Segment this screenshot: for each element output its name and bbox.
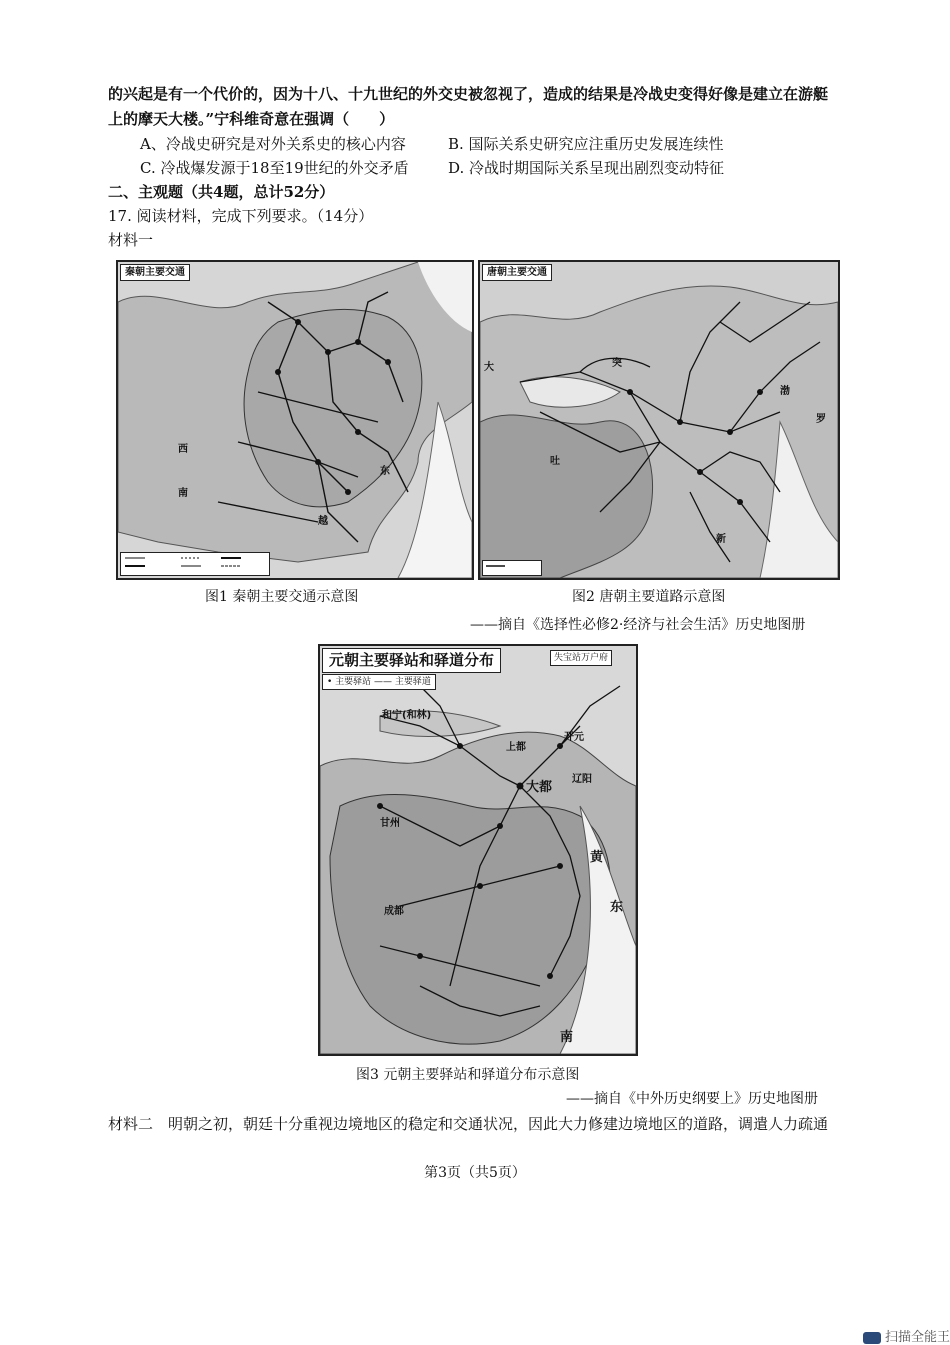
tang-place-3: 大	[484, 362, 494, 373]
qin-legend-lines	[121, 553, 269, 575]
scanner-watermark-text: 扫描全能王	[884, 1330, 950, 1345]
yuan-place-dong: 东	[610, 900, 624, 915]
qin-map-legend	[120, 552, 270, 576]
yuan-map	[318, 644, 638, 1056]
tang-map-title: 唐朝主要交通	[482, 264, 552, 281]
yuan-place-dadu: 大都	[526, 780, 553, 795]
yuan-place-ganzhou: 甘州	[380, 818, 400, 829]
qin-map-caption: 图1 秦朝主要交通示意图	[205, 589, 359, 605]
yuan-map-title: 元朝主要驿站和驿道分布	[322, 648, 501, 673]
tang-map-caption: 图2 唐朝主要道路示意图	[572, 589, 726, 605]
q16-stem-line2: 上的摩天大楼。”宁科维奇意在强调（ ）	[108, 110, 395, 128]
qin-map-drawing	[118, 262, 472, 578]
qin-map	[116, 260, 474, 580]
tang-map-drawing	[480, 262, 838, 578]
qin-place-3: 越	[318, 516, 328, 527]
tang-place-2: 吐	[550, 456, 560, 467]
yuan-place-nan: 南	[560, 1030, 574, 1045]
tang-place-1: 突	[612, 358, 622, 369]
q16-option-b: B. 国际关系史研究应注重历史发展连续性	[448, 135, 724, 153]
yuan-place-helin: 和宁(和林)	[382, 710, 432, 721]
yuan-place-liaoyang: 辽阳	[572, 774, 592, 785]
scanner-watermark	[863, 1326, 950, 1345]
q17-stem: 17. 阅读材料，完成下列要求。（14分）	[108, 207, 374, 225]
yuan-map-legend: • 主要驿站 —— 主要驿道	[322, 674, 436, 690]
yuan-map-drawing	[320, 646, 636, 1054]
material1-label: 材料一	[108, 231, 154, 249]
tang-place-5: 渤	[780, 386, 790, 397]
qin-place-1: 西	[178, 444, 188, 455]
qin-place-4: 东	[380, 466, 390, 477]
material2-text: 材料二 明朝之初，朝廷十分重视边境地区的稳定和交通状况，因此大力修建边境地区的道路，调遣人力疏通	[108, 1115, 829, 1133]
qin-map-title: 秦朝主要交通	[120, 264, 190, 281]
yuan-place-chengdu: 成都	[384, 906, 404, 917]
q16-option-c: C. 冷战爆发源于18至19世纪的外交矛盾	[140, 159, 409, 177]
q16-stem-line1: 的兴起是有一个代价的，因为十八、十九世纪的外交史被忽视了，造成的结果是冷战史变得好像是建立在游艇	[108, 85, 829, 103]
q16-option-a: A、冷战史研究是对外关系史的核心内容	[140, 135, 406, 153]
yuan-map-note: 失宝站万户府	[550, 650, 612, 666]
yuan-map-source: ——摘自《中外历史纲要上》历史地图册	[566, 1091, 818, 1107]
yuan-place-kaiyuan: 开元	[564, 732, 584, 743]
scanner-logo-icon	[863, 1332, 881, 1344]
qin-place-2: 南	[178, 488, 188, 499]
tang-map	[478, 260, 840, 580]
tang-place-4: 罗	[816, 414, 826, 425]
maps12-source: ——摘自《选择性必修2·经济与社会生活》历史地图册	[470, 617, 806, 633]
q16-option-d: D. 冷战时期国际关系呈现出剧烈变动特征	[448, 159, 725, 177]
tang-legend-line	[483, 561, 541, 575]
page-footer: 第3页（共5页）	[424, 1165, 526, 1181]
tang-place-6: 新	[716, 534, 726, 545]
tang-map-legend	[482, 560, 542, 576]
yuan-place-shangdu: 上都	[506, 742, 526, 753]
section-title: 二、主观题（共4题，总计52分）	[108, 183, 335, 201]
yuan-place-huang: 黄	[590, 850, 604, 865]
yuan-map-caption: 图3 元朝主要驿站和驿道分布示意图	[356, 1067, 580, 1083]
